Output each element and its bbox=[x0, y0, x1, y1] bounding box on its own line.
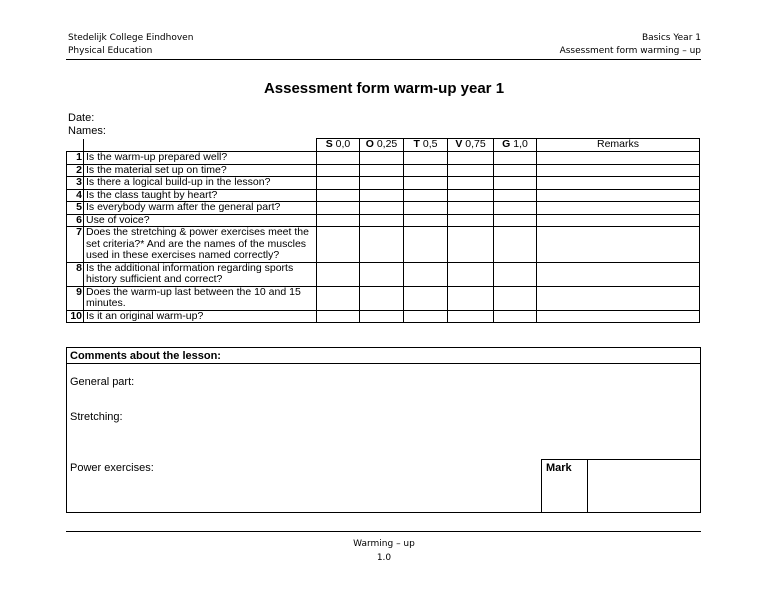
score-cell-t[interactable] bbox=[404, 262, 448, 286]
score-cell-g[interactable] bbox=[494, 214, 537, 227]
score-cell-t[interactable] bbox=[404, 202, 448, 215]
question-text-line: set criteria?* And are the names of the muscles bbox=[86, 237, 307, 250]
table-row bbox=[67, 262, 700, 286]
score-cell-s[interactable] bbox=[317, 214, 360, 227]
remarks-cell[interactable] bbox=[537, 152, 700, 165]
question-text bbox=[84, 202, 317, 215]
score-cell-t[interactable] bbox=[404, 152, 448, 165]
question-text-line: Is the class taught by heart? bbox=[86, 188, 218, 201]
score-cell-v[interactable] bbox=[448, 152, 494, 165]
question-text-line: Does the warm-up last between the 10 and 15 bbox=[86, 285, 301, 298]
question-text bbox=[84, 310, 317, 323]
comments-title-rule bbox=[67, 363, 700, 364]
score-cell-t[interactable] bbox=[404, 164, 448, 177]
question-text-line: history sufficient and correct? bbox=[86, 273, 223, 285]
question-number: 6 bbox=[67, 214, 84, 227]
page-footer bbox=[0, 537, 768, 565]
question-number: 1 bbox=[67, 152, 84, 165]
comments-title: Comments about the lesson: bbox=[70, 350, 221, 362]
form-meta bbox=[68, 112, 106, 138]
table-row bbox=[67, 310, 700, 323]
score-cell-o[interactable] bbox=[360, 177, 404, 190]
question-text-line: Use of voice? bbox=[86, 213, 150, 226]
question-text bbox=[84, 152, 317, 165]
question-number: 8 bbox=[67, 262, 84, 286]
department-name: Physical Education bbox=[68, 46, 153, 56]
score-cell-v[interactable] bbox=[448, 227, 494, 263]
column-header-g: G 1,0 bbox=[494, 139, 537, 152]
page-title: Assessment form warm-up year 1 bbox=[263, 80, 505, 97]
question-text-line: minutes. bbox=[86, 297, 126, 309]
table-row bbox=[67, 227, 700, 263]
school-name: Stedelijk College Eindhoven bbox=[68, 33, 194, 43]
comments-box bbox=[66, 347, 701, 513]
question-text-line: used in these exercises named correctly? bbox=[86, 249, 280, 261]
score-cell-t[interactable] bbox=[404, 189, 448, 202]
score-cell-v[interactable] bbox=[448, 262, 494, 286]
score-cell-s[interactable] bbox=[317, 189, 360, 202]
table-row bbox=[67, 214, 700, 227]
general-part-label: General part: bbox=[70, 376, 135, 388]
score-cell-g[interactable] bbox=[494, 189, 537, 202]
mark-label-cell bbox=[541, 459, 587, 512]
score-cell-s[interactable] bbox=[317, 286, 360, 310]
page-header-left bbox=[68, 32, 193, 58]
score-cell-s[interactable] bbox=[317, 177, 360, 190]
score-cell-o[interactable] bbox=[360, 189, 404, 202]
remarks-cell[interactable] bbox=[537, 214, 700, 227]
score-cell-o[interactable] bbox=[360, 152, 404, 165]
header-empty-cell bbox=[67, 139, 84, 152]
course-name: Basics Year 1 bbox=[641, 33, 701, 43]
remarks-cell[interactable] bbox=[537, 202, 700, 215]
score-cell-g[interactable] bbox=[494, 152, 537, 165]
assessment-table bbox=[66, 138, 700, 323]
score-cell-g[interactable] bbox=[494, 227, 537, 263]
score-cell-g[interactable] bbox=[494, 310, 537, 323]
column-header-t: T 0,5 bbox=[404, 139, 448, 152]
score-cell-o[interactable] bbox=[360, 214, 404, 227]
question-text-line: Is it an original warm-up? bbox=[86, 309, 204, 322]
question-text-line: Does the stretching & power exercises meet the bbox=[86, 226, 309, 238]
date-label: Date: bbox=[68, 112, 95, 124]
table-header-row bbox=[67, 139, 700, 152]
score-cell-s[interactable] bbox=[317, 310, 360, 323]
mark-label: Mark bbox=[546, 462, 572, 474]
remarks-cell[interactable] bbox=[537, 310, 700, 323]
score-cell-o[interactable] bbox=[360, 227, 404, 263]
score-cell-o[interactable] bbox=[360, 202, 404, 215]
stretching-label: Stretching: bbox=[70, 411, 123, 423]
score-cell-o[interactable] bbox=[360, 262, 404, 286]
form-name: Assessment form warming – up bbox=[559, 46, 701, 56]
question-text-line: Is the additional information regarding sports bbox=[86, 261, 294, 274]
score-cell-s[interactable] bbox=[317, 262, 360, 286]
question-number: 7 bbox=[67, 227, 84, 263]
footer-rule bbox=[66, 531, 701, 532]
score-cell-s[interactable] bbox=[317, 152, 360, 165]
score-cell-g[interactable] bbox=[494, 177, 537, 190]
question-text bbox=[84, 227, 317, 263]
remarks-cell[interactable] bbox=[537, 227, 700, 263]
score-cell-g[interactable] bbox=[494, 202, 537, 215]
score-cell-t[interactable] bbox=[404, 227, 448, 263]
header-rule bbox=[66, 59, 701, 60]
table-row bbox=[67, 164, 700, 177]
question-number: 5 bbox=[67, 202, 84, 215]
question-number: 4 bbox=[67, 189, 84, 202]
question-number: 9 bbox=[67, 286, 84, 310]
column-header-s: S 0,0 bbox=[317, 139, 360, 152]
score-cell-v[interactable] bbox=[448, 310, 494, 323]
score-cell-o[interactable] bbox=[360, 310, 404, 323]
question-text bbox=[84, 262, 317, 286]
score-cell-o[interactable] bbox=[360, 164, 404, 177]
question-text-line: Is the warm-up prepared well? bbox=[86, 151, 228, 163]
remarks-cell[interactable] bbox=[537, 286, 700, 310]
question-text bbox=[84, 189, 317, 202]
score-cell-v[interactable] bbox=[448, 286, 494, 310]
table-row bbox=[67, 189, 700, 202]
question-text-line: Is there a logical build-up in the lesson? bbox=[86, 176, 271, 188]
table-row bbox=[67, 152, 700, 165]
power-exercises-label: Power exercises: bbox=[70, 462, 154, 474]
names-label: Names: bbox=[68, 125, 106, 137]
table-row bbox=[67, 286, 700, 310]
question-text bbox=[84, 164, 317, 177]
question-text bbox=[84, 177, 317, 190]
score-cell-t[interactable] bbox=[404, 286, 448, 310]
score-cell-g[interactable] bbox=[494, 262, 537, 286]
table-row bbox=[67, 177, 700, 190]
score-cell-t[interactable] bbox=[404, 310, 448, 323]
question-text-line: Is the material set up on time? bbox=[86, 163, 227, 176]
column-header-remarks: Remarks bbox=[537, 139, 700, 152]
header-empty-cell bbox=[84, 139, 317, 152]
page-header-right bbox=[560, 32, 701, 58]
score-cell-v[interactable] bbox=[448, 164, 494, 177]
question-number: 2 bbox=[67, 164, 84, 177]
question-text bbox=[84, 214, 317, 227]
score-cell-v[interactable] bbox=[448, 177, 494, 190]
score-cell-g[interactable] bbox=[494, 286, 537, 310]
column-header-o: O 0,25 bbox=[360, 139, 404, 152]
question-number: 10 bbox=[67, 310, 84, 323]
mark-value-cell[interactable] bbox=[587, 459, 701, 512]
remarks-cell[interactable] bbox=[537, 177, 700, 190]
score-cell-g[interactable] bbox=[494, 164, 537, 177]
footer-version: 1.0 bbox=[376, 553, 392, 563]
question-text bbox=[84, 286, 317, 310]
score-cell-v[interactable] bbox=[448, 214, 494, 227]
score-cell-v[interactable] bbox=[448, 202, 494, 215]
score-cell-s[interactable] bbox=[317, 202, 360, 215]
score-cell-o[interactable] bbox=[360, 286, 404, 310]
table-row bbox=[67, 202, 700, 215]
score-cell-v[interactable] bbox=[448, 189, 494, 202]
score-cell-s[interactable] bbox=[317, 164, 360, 177]
score-cell-s[interactable] bbox=[317, 227, 360, 263]
question-number: 3 bbox=[67, 177, 84, 190]
footer-title: Warming – up bbox=[353, 539, 415, 549]
remarks-cell[interactable] bbox=[537, 262, 700, 286]
remarks-cell[interactable] bbox=[537, 164, 700, 177]
column-header-v: V 0,75 bbox=[448, 139, 494, 152]
question-text-line: Is everybody warm after the general part? bbox=[86, 201, 281, 213]
remarks-cell[interactable] bbox=[537, 189, 700, 202]
score-cell-t[interactable] bbox=[404, 177, 448, 190]
score-cell-t[interactable] bbox=[404, 214, 448, 227]
